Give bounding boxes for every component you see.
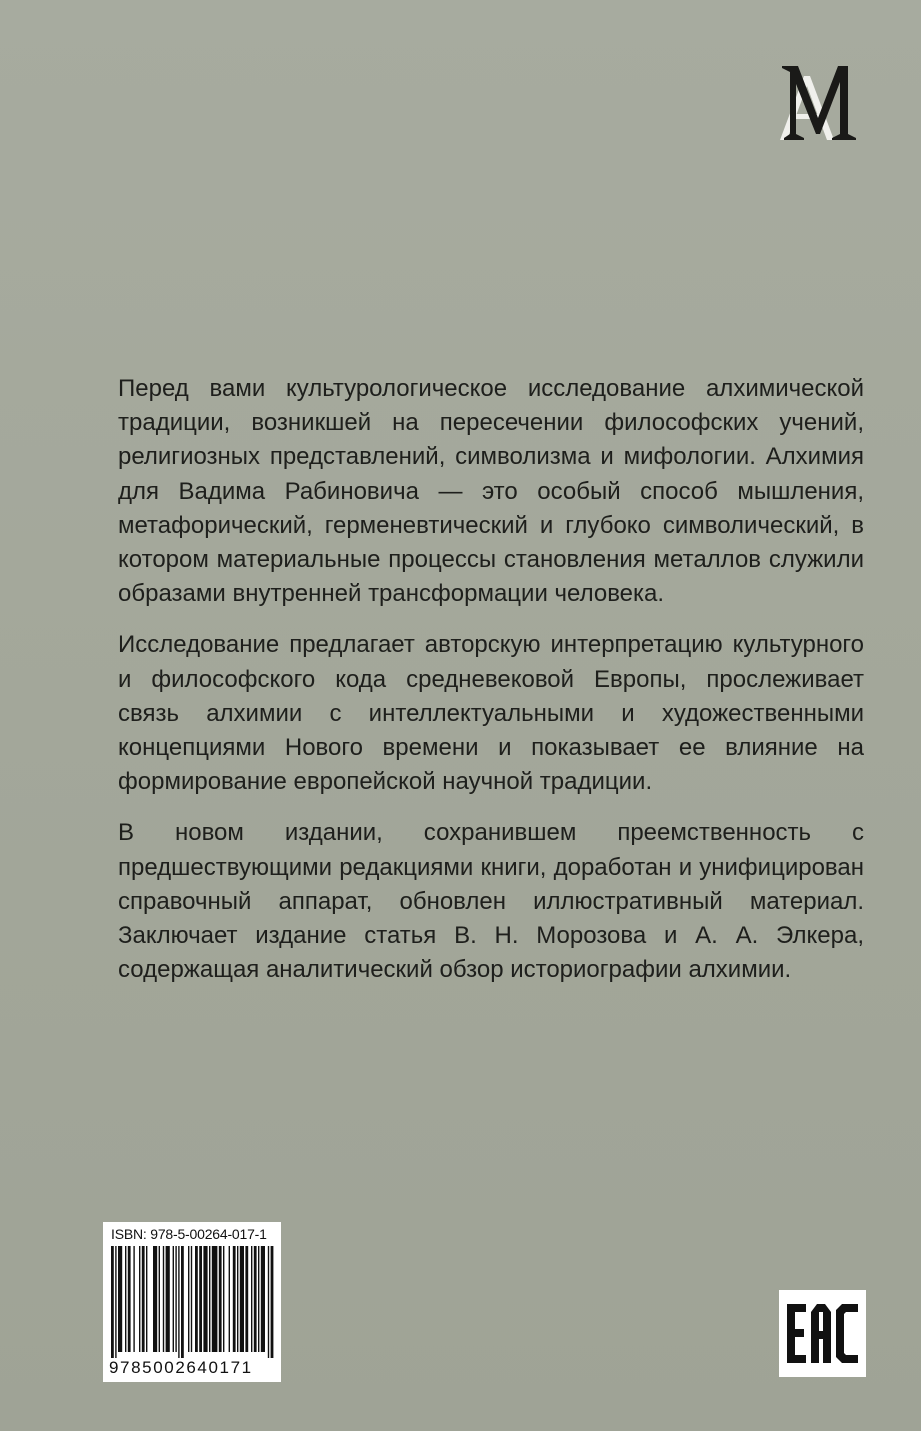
barcode-bar [139, 1246, 140, 1352]
barcode-bar [175, 1246, 176, 1352]
barcode-bar [163, 1246, 164, 1352]
barcode-bar [173, 1246, 174, 1352]
barcode-bar [118, 1246, 122, 1352]
description-text [118, 372, 864, 1004]
barcode-bar [191, 1246, 192, 1352]
barcode-bar [271, 1246, 274, 1358]
barcode-bar [245, 1246, 248, 1352]
barcode-bar [251, 1246, 252, 1352]
barcode-bar [233, 1246, 236, 1352]
barcode-bar [181, 1246, 184, 1358]
barcode-bar [237, 1246, 238, 1352]
description-paragraph-3: В новом издании, сохранившем преемственность с предшествующими редакциями книги, доработан и унифицирован справочный аппарат, обновлен иллюстративный материал. Заключает издание статья В. Н. Морозова и А. А. Элкера, содержащая аналитический обзор историографии алхимии. [118, 819, 864, 984]
barcode-bar [178, 1246, 179, 1358]
barcode-bar [128, 1246, 131, 1352]
barcode-bar [223, 1246, 224, 1352]
description-paragraph-2: Исследование предлагает авторскую интерпретацию культурного и философского кода средневековой Европы, прослеживает связь алхимии с интеллектуальными и художественными концепциями Нового времени и показывает ее влияние на формирование европейской научной традиции. [118, 631, 864, 796]
barcode-bars [109, 1246, 275, 1358]
barcode-bar [219, 1246, 222, 1352]
barcode-bar [188, 1246, 189, 1352]
barcode-bar [240, 1246, 244, 1352]
barcode-bar [146, 1246, 147, 1352]
barcode-bar [115, 1246, 116, 1358]
barcode-bar [125, 1246, 126, 1352]
barcode-bar [153, 1246, 157, 1352]
barcode-bar [166, 1246, 170, 1352]
isbn-barcode [103, 1222, 281, 1382]
barcode-bar [254, 1246, 257, 1352]
barcode-bar [142, 1246, 145, 1352]
barcode-bar [261, 1246, 265, 1352]
barcode-bar [212, 1246, 218, 1352]
barcode-bar [159, 1246, 160, 1352]
barcode-bar [203, 1246, 207, 1352]
description-paragraph-1: Перед вами культурологическое исследование алхимической традиции, возникшей на пересечении философских учений, религиозных представлений, символизма и мифологии. Алхимия для Вадима Рабиновича — это особый способ мышления, метафорический, герменевтический и глубоко символический, в котором материальные процессы становления металлов служили образами внутренней трансформации человека. [118, 375, 864, 608]
barcode-bar [209, 1246, 210, 1352]
barcode-bar [229, 1246, 230, 1352]
monogram-am-logo [770, 56, 866, 142]
barcode-bar [268, 1246, 269, 1358]
barcode-digits: 9785002640171 [109, 1358, 253, 1377]
barcode-bar [195, 1246, 198, 1352]
barcode-bar [199, 1246, 202, 1352]
barcode-bar [258, 1246, 259, 1352]
barcode-bar [133, 1246, 134, 1352]
barcode-bar [111, 1246, 114, 1358]
eac-mark-icon [779, 1290, 866, 1377]
isbn-label: ISBN: 978-5-00264-017-1 [111, 1226, 267, 1242]
